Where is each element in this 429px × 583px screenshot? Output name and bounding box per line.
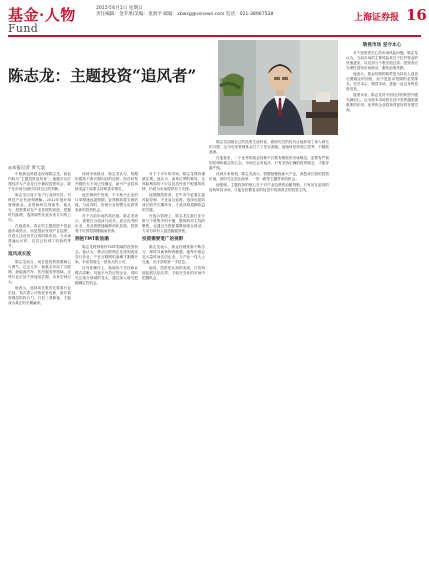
paragraph: 他提醒投资者，在牛市中更要注意风险控制，不宜盲目追涨。选择优质的成长股并长期持有，才是获取超额收益的关键。 bbox=[142, 193, 205, 212]
editor-contact: 责任编辑：金苹果/美编：麦润平 邮箱：xbwsg@ssnews.com 电话：021-38967538 bbox=[96, 12, 274, 17]
paragraph: 他在调研中发现，不少新兴企业的订单增速远超预期，业绩释放将支撑估值。与此同时，传统行业的整合也将带来新的投资机会。 bbox=[75, 193, 138, 212]
paragraph: 中欧新趋势基金经理陈志龙，被业内称为“主题投资追风者”。他擅长从宏观经济与产业变迁中捕捉投资机会，敢于在市场分歧时坚持自己的判断。 bbox=[8, 172, 71, 191]
article-column-5 bbox=[346, 40, 418, 575]
paper-name: 上海证券报 bbox=[354, 13, 400, 23]
paragraph: 陈志龙回顾自己的投资生涯时说，做研究员的经历让他养成了深入研究的习惯，这为后来管理基金打下了坚实基础。他始终坚持独立思考，不随波逐流。 bbox=[209, 140, 329, 154]
paragraph: 他说，投资是认知的变现，只有持续拓展认知边界，才能在变化的市场中把握机会。 bbox=[142, 266, 205, 280]
paragraph: 陈志龙特别看好TMT领域的投资机会。他认为，移动互联网正在深刻改变各行各业，产业互联网的浪潮才刚刚开始，未来将诞生一批伟大的公司。 bbox=[75, 245, 138, 264]
header-rule bbox=[8, 35, 421, 37]
paragraph: 谈到未来规划，陈志龙表示，将继续聚焦新兴产业，深挖成长股的投资价值，同时关注国企改革、一带一路等主题带来的机会。 bbox=[209, 172, 329, 181]
paragraph: 对于当前市场的高估值，陈志龙表示，需要区分泡沫与成长。真正优秀的企业，其业绩增速能够消化估值，投资者不应因短期涨幅而放弃。 bbox=[75, 214, 138, 233]
paragraph: 展望未来，陈志龙对中国经济的转型升级充满信心，认为资本市场将在其中发挥越来越重要的作用，优秀的企业将获得更好的发展空间。 bbox=[346, 93, 418, 112]
paragraph: 他强调，主题投资的核心在于对产业趋势的前瞻判断，只有站在更高的视角审视市场，才能在纷繁复杂的信息中找到真正的投资主线。 bbox=[209, 183, 329, 192]
portrait-photo bbox=[218, 40, 338, 135]
paragraph: 对于下半年的市场，陈志龙保持谨慎乐观。他认为，改革红利的释放、无风险利率的下行以及居民资产配置的转移，仍将为市场提供有力支撑。 bbox=[142, 172, 205, 191]
paragraph: 谈到市场波动，陈志龙认为，短期的震荡不改长期向好的趋势。经济转型升级的大方向已经确定，新兴产业将持续受益于政策支持和需求增长。 bbox=[75, 172, 138, 191]
masthead bbox=[8, 4, 427, 35]
paragraph: 在他看来，一个优秀的基金经理不仅要有敏锐的市场嗅觉，更要有严格的纪律和稳定的心态。市场总会有起伏，只有坚持正确的投资理念，才能穿越牛熊。 bbox=[209, 156, 329, 170]
paragraph: 他表示，基金经理的职责是为持有人创造长期稳定的回报，而不是追求短期的业绩排名。坚守本心、敬畏市场，是他一直以来的投资信条。 bbox=[346, 72, 418, 91]
paragraph: 他表示，选择成长股首先要看行业空间，其次看公司的竞争优势，最后看管理层的执行力。只有三者兼备，才能成为真正的长期赢家。 bbox=[8, 286, 71, 305]
paragraph: 对于投资者关心的市场风险问题，陈志龙认为，当前市场的主要风险来自于杠杆资金的快速进出，以及部分个股估值过高。投资者应当理性看待市场波动，避免追涨杀跌。 bbox=[346, 51, 418, 70]
paragraph: 陈志龙坦言，成长股投资需要耐心与勇气。过去几年，他重点布局了互联网、新能源汽车、医疗服务等领域，这些行业正处于快速成长期，未来空间巨大。 bbox=[8, 260, 71, 284]
article-column-3 bbox=[142, 172, 205, 572]
issue-meta bbox=[96, 6, 306, 18]
paragraph: 陈志龙出身于电子行业研究员，对科技产业有深刻理解。2012年他开始管理基金，业绩始终名列前茅。他认为，投资要站在产业发展的高度，把握时代脉搏，选择那些代表未来方向的公司。 bbox=[8, 193, 71, 222]
section-subtitle: Fund bbox=[8, 22, 39, 35]
subheading: 敬畏市场 坚守本心 bbox=[362, 43, 402, 48]
article-column-1 bbox=[8, 172, 71, 572]
article-column-4 bbox=[209, 140, 329, 575]
article-column-2 bbox=[75, 172, 138, 572]
issue-date: 2015年6月1日 星期日 bbox=[96, 6, 143, 11]
photo-caption: ◎本报记者 黄大浪 bbox=[8, 166, 45, 171]
subheading: 拥抱TMT新浪潮 bbox=[75, 237, 109, 242]
page-number: 16 bbox=[406, 6, 427, 24]
paragraph: 在组合管理上，陈志龙注重行业分散与个股集中的平衡，既保持对主线的聚焦，也通过分散配置降低组合波动，力求为持有人创造稳健回报。 bbox=[142, 214, 205, 233]
subheading: 追风成长股 bbox=[8, 252, 31, 257]
portrait-illustration bbox=[218, 40, 338, 135]
paragraph: 陈志龙表示，基金经理需要不断学习，保持对新事物的敏感。他每年都会花大量时间走访企业，与产业一线人士交流，从中获取第一手信息。 bbox=[142, 245, 205, 264]
headline: 陈志龙：主题投资“追风者” bbox=[8, 66, 197, 85]
paragraph: 在他看来，真正的主题投资不是追逐市场热点，而是提前发现产业趋势，在别人还没有关注的时候布局。当市场普遍认可时，往往已经到了收获的季节。 bbox=[8, 224, 71, 248]
section-title: 基金·人物 bbox=[8, 6, 76, 24]
paragraph: 在具体操作上，他倾向于寻找商业模式清晰、具备平台效应的企业，同时关注细分领域的龙头，通过深入研究把握确定性机会。 bbox=[75, 266, 138, 285]
subheading: 投资需要宽广的视野 bbox=[142, 237, 184, 242]
